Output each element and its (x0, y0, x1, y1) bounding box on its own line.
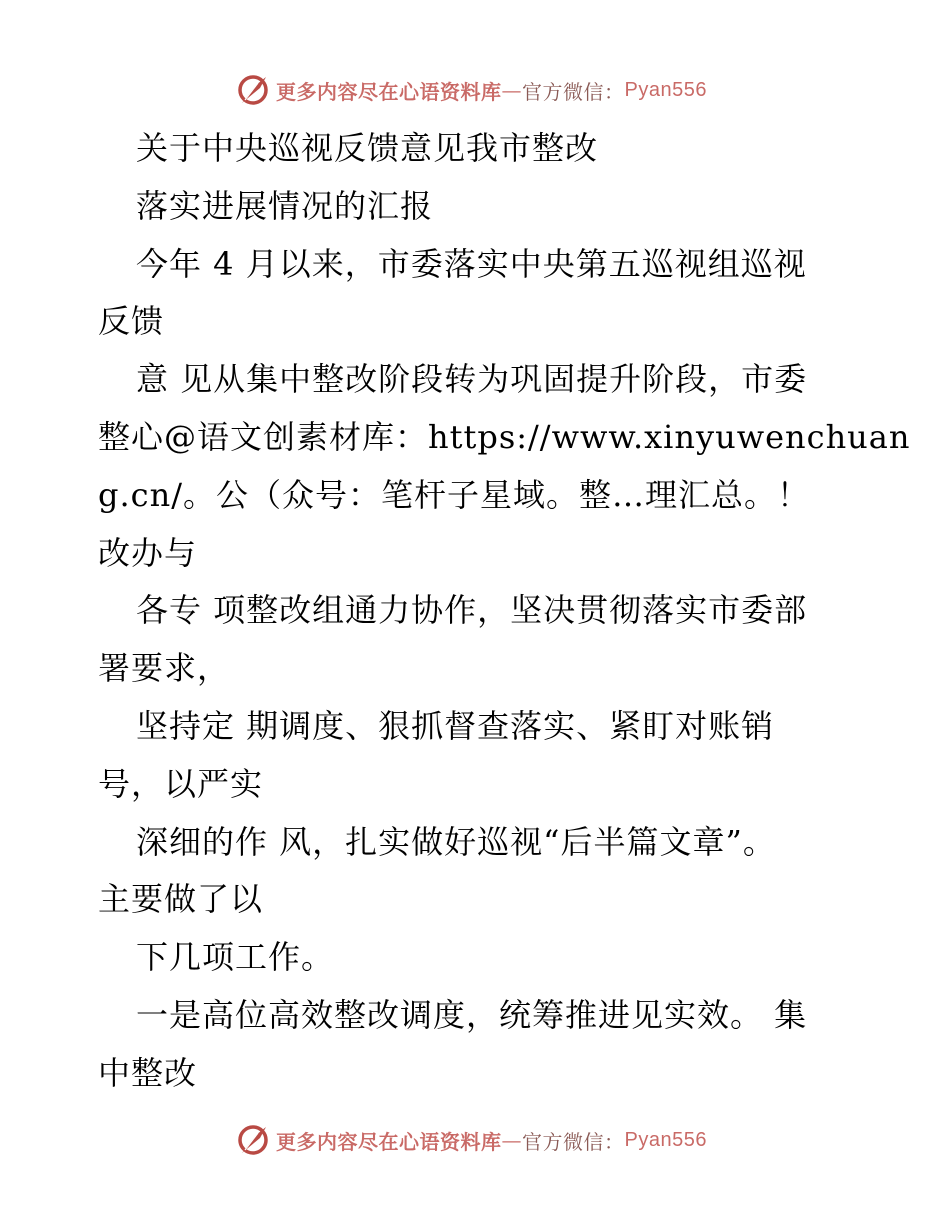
watermark-official-label: 官方微信： (522, 1129, 625, 1154)
body-line: 中整改 (98, 1053, 198, 1092)
body-line: 反馈 (98, 302, 165, 341)
body-line: 主要做了以 (98, 880, 264, 919)
body-line: 坚持定 期调度、狠抓督查落实、紧盯对账销 (136, 706, 775, 745)
body-line: 一是高位高效整改调度，统筹推进见实效。 集 (136, 995, 808, 1034)
body-line: 改办与 (98, 533, 198, 572)
watermark-title: 更多内容尽在心语资料库 (276, 1129, 502, 1154)
watermark-wechat-id: Pyan556 (624, 1128, 707, 1151)
footer-watermark (236, 1122, 707, 1158)
quill-logo-icon (236, 73, 270, 107)
body-line: 整心@语文创素材库：https://www.xinyuwenchuan (98, 417, 911, 456)
body-line: 号，以严实 (98, 764, 264, 803)
quill-logo-icon (236, 1123, 270, 1157)
title-line-2: 落实进展情况的汇报 (136, 186, 434, 225)
title-line-1: 关于中央巡视反馈意见我市整改 (136, 129, 599, 167)
watermark-dash: — (501, 78, 522, 102)
body-line: 深细的作 风，扎实做好巡视“后半篇文章”。 (136, 822, 776, 861)
header-watermark (236, 72, 707, 108)
body-line: 意 见从集中整改阶段转为巩固提升阶段，市委 (136, 360, 808, 399)
watermark-title: 更多内容尽在心语资料库 (276, 79, 502, 104)
watermark-official-label: 官方微信： (522, 79, 625, 104)
body-line: g.cn/。公（众号：笔杆子星域。整…理汇总。！ (98, 475, 810, 514)
body-line: 今年 4 月以来，市委落实中央第五巡视组巡视 (136, 244, 807, 283)
body-line: 下几项工作。 (136, 938, 335, 977)
body-line: 各专 项整改组通力协作，坚决贯彻落实市委部 (136, 591, 808, 630)
document-body (98, 120, 911, 1103)
watermark-wechat-id: Pyan556 (624, 78, 707, 101)
watermark-dash: — (501, 1128, 522, 1152)
body-line: 署要求， (98, 649, 231, 688)
